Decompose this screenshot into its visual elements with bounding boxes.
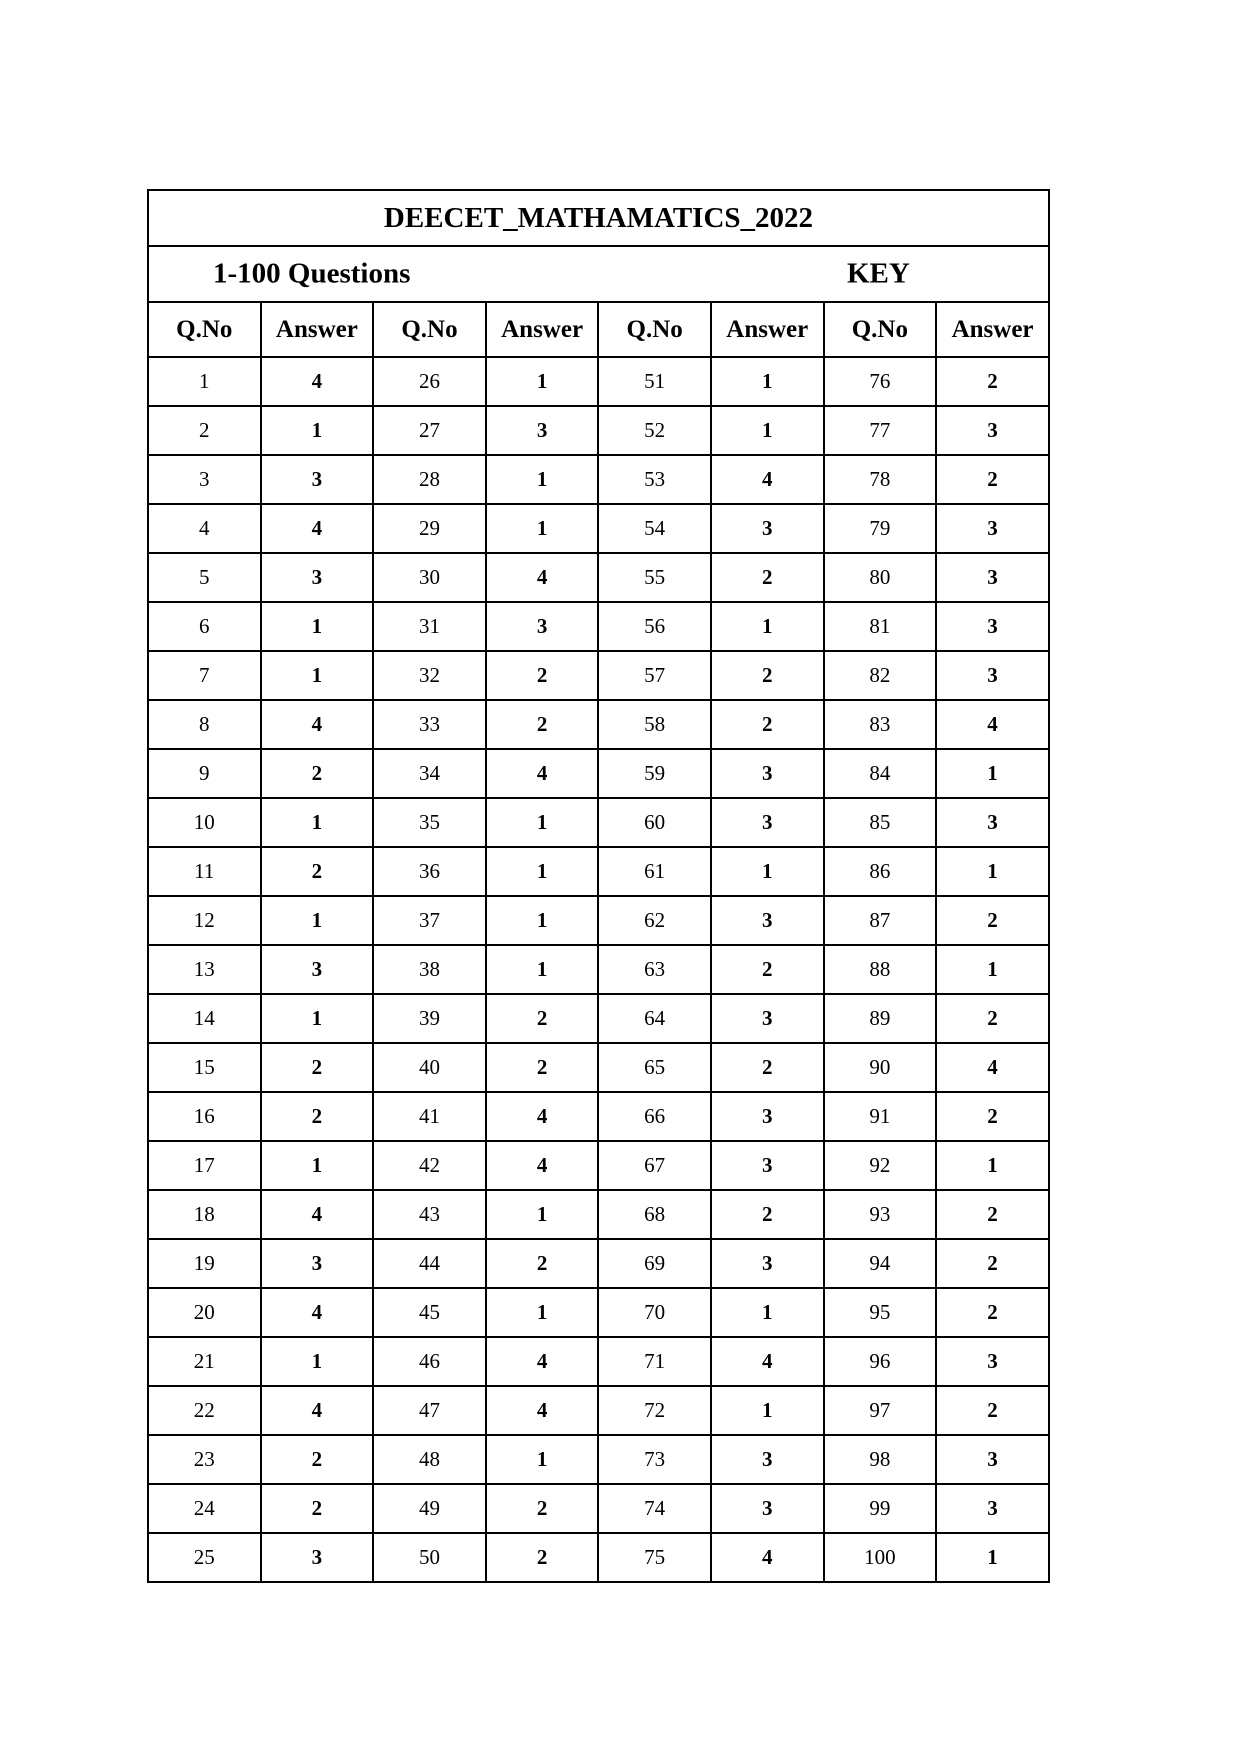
key-label: KEY	[847, 257, 910, 290]
question-number-cell: 32	[373, 651, 486, 700]
question-number-cell: 5	[148, 553, 261, 602]
answer-cell: 2	[486, 1484, 599, 1533]
question-range-label: 1-100 Questions	[213, 257, 411, 290]
question-number-cell: 30	[373, 553, 486, 602]
answer-cell: 2	[711, 945, 824, 994]
table-row	[148, 1141, 1049, 1190]
question-number-cell: 97	[824, 1386, 937, 1435]
question-number-cell: 99	[824, 1484, 937, 1533]
answer-cell: 2	[936, 1239, 1049, 1288]
answer-cell: 1	[936, 945, 1049, 994]
question-number-cell: 38	[373, 945, 486, 994]
answer-cell: 1	[486, 847, 599, 896]
answer-cell: 4	[486, 553, 599, 602]
question-number-cell: 76	[824, 357, 937, 406]
question-number-cell: 73	[598, 1435, 711, 1484]
table-row	[148, 1043, 1049, 1092]
answer-cell: 3	[711, 504, 824, 553]
question-number-cell: 16	[148, 1092, 261, 1141]
answer-cell: 3	[261, 945, 374, 994]
question-number-cell: 12	[148, 896, 261, 945]
answer-cell: 4	[486, 1141, 599, 1190]
answer-cell: 1	[486, 357, 599, 406]
question-number-cell: 69	[598, 1239, 711, 1288]
question-number-cell: 67	[598, 1141, 711, 1190]
question-number-cell: 58	[598, 700, 711, 749]
question-number-cell: 83	[824, 700, 937, 749]
answer-cell: 2	[936, 357, 1049, 406]
answer-cell: 2	[936, 994, 1049, 1043]
question-number-cell: 92	[824, 1141, 937, 1190]
question-number-cell: 22	[148, 1386, 261, 1435]
question-number-cell: 15	[148, 1043, 261, 1092]
question-number-cell: 96	[824, 1337, 937, 1386]
answer-cell: 2	[486, 994, 599, 1043]
table-row	[148, 1337, 1049, 1386]
question-number-cell: 21	[148, 1337, 261, 1386]
question-number-cell: 79	[824, 504, 937, 553]
answer-cell: 1	[711, 847, 824, 896]
answer-cell: 3	[261, 1533, 374, 1582]
question-number-cell: 62	[598, 896, 711, 945]
answer-cell: 1	[936, 847, 1049, 896]
answer-cell: 3	[936, 651, 1049, 700]
answer-cell: 4	[486, 1337, 599, 1386]
question-number-cell: 11	[148, 847, 261, 896]
answer-cell: 1	[486, 798, 599, 847]
answer-cell: 4	[711, 1533, 824, 1582]
answer-cell: 3	[936, 553, 1049, 602]
question-number-cell: 43	[373, 1190, 486, 1239]
answer-cell: 1	[711, 1288, 824, 1337]
question-number-cell: 74	[598, 1484, 711, 1533]
question-number-cell: 78	[824, 455, 937, 504]
question-number-cell: 9	[148, 749, 261, 798]
answer-cell: 1	[261, 798, 374, 847]
answer-cell: 2	[486, 700, 599, 749]
answer-cell: 2	[486, 1239, 599, 1288]
question-number-cell: 56	[598, 602, 711, 651]
question-number-cell: 27	[373, 406, 486, 455]
question-number-cell: 28	[373, 455, 486, 504]
question-number-cell: 17	[148, 1141, 261, 1190]
question-number-cell: 77	[824, 406, 937, 455]
question-number-cell: 36	[373, 847, 486, 896]
answer-cell: 4	[486, 1092, 599, 1141]
answer-cell: 4	[261, 504, 374, 553]
question-number-cell: 46	[373, 1337, 486, 1386]
question-number-cell: 89	[824, 994, 937, 1043]
answer-cell: 2	[711, 1190, 824, 1239]
question-number-cell: 63	[598, 945, 711, 994]
question-number-cell: 47	[373, 1386, 486, 1435]
question-number-cell: 90	[824, 1043, 937, 1092]
question-number-cell: 82	[824, 651, 937, 700]
subtitle-cell	[148, 246, 1049, 302]
question-number-cell: 3	[148, 455, 261, 504]
question-number-cell: 42	[373, 1141, 486, 1190]
answer-cell: 2	[261, 1092, 374, 1141]
answer-cell: 3	[936, 406, 1049, 455]
answer-cell: 4	[936, 700, 1049, 749]
answer-cell: 1	[486, 455, 599, 504]
answer-cell: 2	[936, 1386, 1049, 1435]
answer-cell: 4	[261, 700, 374, 749]
answer-cell: 4	[711, 455, 824, 504]
question-number-cell: 91	[824, 1092, 937, 1141]
question-number-cell: 48	[373, 1435, 486, 1484]
answer-cell: 3	[261, 455, 374, 504]
column-header-qno: Q.No	[824, 302, 937, 357]
answer-cell: 1	[711, 602, 824, 651]
question-number-cell: 88	[824, 945, 937, 994]
answer-cell: 2	[936, 1288, 1049, 1337]
answer-cell: 1	[711, 1386, 824, 1435]
table-row	[148, 896, 1049, 945]
question-number-cell: 14	[148, 994, 261, 1043]
answer-cell: 4	[261, 1386, 374, 1435]
question-number-cell: 25	[148, 1533, 261, 1582]
answer-cell: 1	[486, 1190, 599, 1239]
answer-cell: 1	[486, 1435, 599, 1484]
answer-cell: 1	[936, 1533, 1049, 1582]
table-row	[148, 749, 1049, 798]
table-row	[148, 455, 1049, 504]
answer-cell: 2	[936, 455, 1049, 504]
question-number-cell: 23	[148, 1435, 261, 1484]
answer-cell: 4	[711, 1337, 824, 1386]
table-row	[148, 700, 1049, 749]
table-row	[148, 798, 1049, 847]
answer-cell: 3	[936, 1337, 1049, 1386]
table-row	[148, 1533, 1049, 1582]
column-header-qno: Q.No	[148, 302, 261, 357]
table-row	[148, 994, 1049, 1043]
question-number-cell: 94	[824, 1239, 937, 1288]
answer-cell: 4	[486, 749, 599, 798]
question-number-cell: 19	[148, 1239, 261, 1288]
question-number-cell: 65	[598, 1043, 711, 1092]
column-header-answer: Answer	[936, 302, 1049, 357]
question-number-cell: 2	[148, 406, 261, 455]
question-number-cell: 71	[598, 1337, 711, 1386]
question-number-cell: 18	[148, 1190, 261, 1239]
answer-cell: 3	[711, 1484, 824, 1533]
table-row	[148, 1484, 1049, 1533]
answer-cell: 1	[486, 1288, 599, 1337]
question-number-cell: 4	[148, 504, 261, 553]
answer-cell: 4	[261, 1190, 374, 1239]
answer-cell: 1	[261, 896, 374, 945]
table-row	[148, 602, 1049, 651]
answer-cell: 1	[486, 504, 599, 553]
table-row	[148, 1435, 1049, 1484]
answer-cell: 1	[261, 602, 374, 651]
answer-cell: 2	[936, 1092, 1049, 1141]
question-number-cell: 60	[598, 798, 711, 847]
answer-cell: 2	[261, 1484, 374, 1533]
question-number-cell: 50	[373, 1533, 486, 1582]
table-row	[148, 945, 1049, 994]
answer-cell: 2	[486, 1533, 599, 1582]
answer-cell: 3	[486, 406, 599, 455]
answer-cell: 3	[261, 553, 374, 602]
answer-cell: 4	[261, 1288, 374, 1337]
answer-cell: 2	[486, 651, 599, 700]
question-number-cell: 84	[824, 749, 937, 798]
table-row	[148, 651, 1049, 700]
answer-cell: 1	[486, 896, 599, 945]
question-number-cell: 64	[598, 994, 711, 1043]
question-number-cell: 87	[824, 896, 937, 945]
question-number-cell: 20	[148, 1288, 261, 1337]
column-header-qno: Q.No	[598, 302, 711, 357]
question-number-cell: 81	[824, 602, 937, 651]
answer-cell: 1	[261, 1337, 374, 1386]
answer-cell: 2	[711, 651, 824, 700]
answer-cell: 2	[261, 749, 374, 798]
question-number-cell: 29	[373, 504, 486, 553]
answer-cell: 3	[711, 994, 824, 1043]
question-number-cell: 33	[373, 700, 486, 749]
answer-cell: 3	[936, 1435, 1049, 1484]
question-number-cell: 61	[598, 847, 711, 896]
column-header-answer: Answer	[261, 302, 374, 357]
question-number-cell: 80	[824, 553, 937, 602]
table-row	[148, 1239, 1049, 1288]
question-number-cell: 24	[148, 1484, 261, 1533]
answer-cell: 1	[261, 651, 374, 700]
answer-cell: 2	[486, 1043, 599, 1092]
answer-cell: 3	[711, 896, 824, 945]
answer-cell: 3	[711, 1435, 824, 1484]
answer-cell: 1	[261, 1141, 374, 1190]
question-number-cell: 26	[373, 357, 486, 406]
column-header-answer: Answer	[486, 302, 599, 357]
question-number-cell: 45	[373, 1288, 486, 1337]
answer-cell: 4	[936, 1043, 1049, 1092]
question-number-cell: 68	[598, 1190, 711, 1239]
answer-cell: 1	[936, 1141, 1049, 1190]
question-number-cell: 72	[598, 1386, 711, 1435]
question-number-cell: 13	[148, 945, 261, 994]
table-row	[148, 553, 1049, 602]
question-number-cell: 75	[598, 1533, 711, 1582]
question-number-cell: 7	[148, 651, 261, 700]
table-row	[148, 406, 1049, 455]
answer-cell: 3	[711, 798, 824, 847]
table-row	[148, 1092, 1049, 1141]
question-number-cell: 66	[598, 1092, 711, 1141]
answer-cell: 2	[711, 1043, 824, 1092]
table-row	[148, 1386, 1049, 1435]
column-header-answer: Answer	[711, 302, 824, 357]
question-number-cell: 95	[824, 1288, 937, 1337]
subtitle-row	[148, 246, 1049, 302]
answer-cell: 1	[936, 749, 1049, 798]
question-number-cell: 59	[598, 749, 711, 798]
table-row	[148, 1288, 1049, 1337]
answer-cell: 2	[261, 847, 374, 896]
question-number-cell: 51	[598, 357, 711, 406]
question-number-cell: 40	[373, 1043, 486, 1092]
question-number-cell: 86	[824, 847, 937, 896]
answer-cell: 2	[711, 553, 824, 602]
table-row	[148, 504, 1049, 553]
question-number-cell: 98	[824, 1435, 937, 1484]
answer-cell: 3	[711, 1141, 824, 1190]
question-number-cell: 6	[148, 602, 261, 651]
question-number-cell: 1	[148, 357, 261, 406]
question-number-cell: 35	[373, 798, 486, 847]
question-number-cell: 41	[373, 1092, 486, 1141]
answer-key-table	[147, 189, 1050, 1583]
question-number-cell: 8	[148, 700, 261, 749]
question-number-cell: 53	[598, 455, 711, 504]
answer-cell: 2	[261, 1435, 374, 1484]
question-number-cell: 39	[373, 994, 486, 1043]
answer-cell: 3	[711, 1092, 824, 1141]
question-number-cell: 54	[598, 504, 711, 553]
question-number-cell: 93	[824, 1190, 937, 1239]
question-number-cell: 31	[373, 602, 486, 651]
answer-cell: 3	[936, 504, 1049, 553]
answer-cell: 3	[936, 1484, 1049, 1533]
document-title: DEECET_MATHAMATICS_2022	[148, 190, 1049, 246]
answer-cell: 2	[261, 1043, 374, 1092]
question-number-cell: 52	[598, 406, 711, 455]
question-number-cell: 55	[598, 553, 711, 602]
answer-cell: 3	[936, 602, 1049, 651]
answer-cell: 3	[261, 1239, 374, 1288]
question-number-cell: 57	[598, 651, 711, 700]
table-row	[148, 357, 1049, 406]
column-header-row	[148, 302, 1049, 357]
answer-cell: 4	[486, 1386, 599, 1435]
answer-cell: 3	[486, 602, 599, 651]
answer-cell: 2	[936, 896, 1049, 945]
question-number-cell: 70	[598, 1288, 711, 1337]
table-row	[148, 1190, 1049, 1239]
question-number-cell: 85	[824, 798, 937, 847]
answer-cell: 1	[486, 945, 599, 994]
answer-cell: 3	[711, 1239, 824, 1288]
column-header-qno: Q.No	[373, 302, 486, 357]
question-number-cell: 34	[373, 749, 486, 798]
title-row	[148, 190, 1049, 246]
question-number-cell: 44	[373, 1239, 486, 1288]
answer-cell: 1	[261, 994, 374, 1043]
answer-cell: 2	[936, 1190, 1049, 1239]
question-number-cell: 37	[373, 896, 486, 945]
answer-cell: 4	[261, 357, 374, 406]
answer-cell: 1	[711, 357, 824, 406]
answer-cell: 2	[711, 700, 824, 749]
answer-cell: 3	[711, 749, 824, 798]
answer-cell: 1	[711, 406, 824, 455]
answer-cell: 3	[936, 798, 1049, 847]
question-number-cell: 100	[824, 1533, 937, 1582]
question-number-cell: 49	[373, 1484, 486, 1533]
answer-cell: 1	[261, 406, 374, 455]
question-number-cell: 10	[148, 798, 261, 847]
table-row	[148, 847, 1049, 896]
